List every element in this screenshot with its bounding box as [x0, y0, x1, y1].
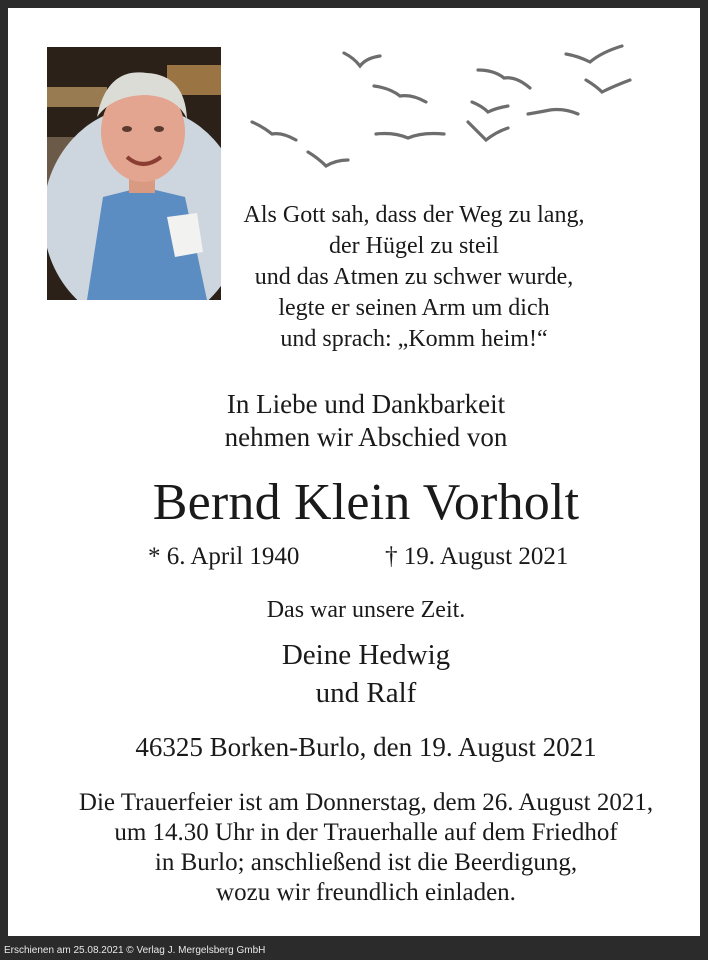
flying-birds-icon — [238, 36, 648, 186]
birth-date: * 6. April 1940 — [148, 543, 300, 570]
poem-line: und sprach: „Komm heim!“ — [280, 326, 548, 352]
obituary-card — [8, 8, 700, 936]
signer-line-2: und Ralf — [315, 677, 417, 709]
service-line: Die Trauerfeier ist am Donnerstag, dem 26. August 2021, — [78, 789, 654, 816]
poem-line: der Hügel zu steil — [329, 233, 499, 259]
intro-line-1: In Liebe und Dankbarkeit — [226, 389, 506, 419]
death-date: † 19. August 2021 — [385, 543, 569, 570]
life-dates — [8, 540, 700, 574]
place-and-date: 46325 Borken-Burlo, den 19. August 2021 — [135, 732, 597, 762]
intro-line-2: nehmen wir Abschied von — [224, 422, 508, 452]
portrait-photo — [47, 47, 221, 300]
publication-footer: Erschienen am 25.08.2021 © Verlag J. Mergelsberg GmbH — [4, 945, 266, 956]
funeral-service-info — [8, 788, 700, 908]
signers — [8, 636, 700, 712]
portrait-photo-icon — [47, 47, 221, 300]
poem-line: Als Gott sah, dass der Weg zu lang, — [243, 202, 585, 228]
deceased-name: Bernd Klein Vorholt — [152, 474, 580, 531]
signer-line-1: Deine Hedwig — [281, 639, 451, 671]
closing-quote: Das war unsere Zeit. — [266, 597, 466, 623]
intro-text — [8, 388, 700, 454]
poem — [223, 200, 605, 355]
service-line: in Burlo; anschließend ist die Beerdigung, — [154, 849, 578, 876]
service-line: wozu wir freundlich einladen. — [216, 879, 516, 906]
poem-line: und das Atmen zu schwer wurde, — [254, 264, 574, 290]
poem-line: legte er seinen Arm um dich — [278, 295, 550, 321]
service-line: um 14.30 Uhr in der Trauerhalle auf dem Friedhof — [114, 819, 618, 846]
